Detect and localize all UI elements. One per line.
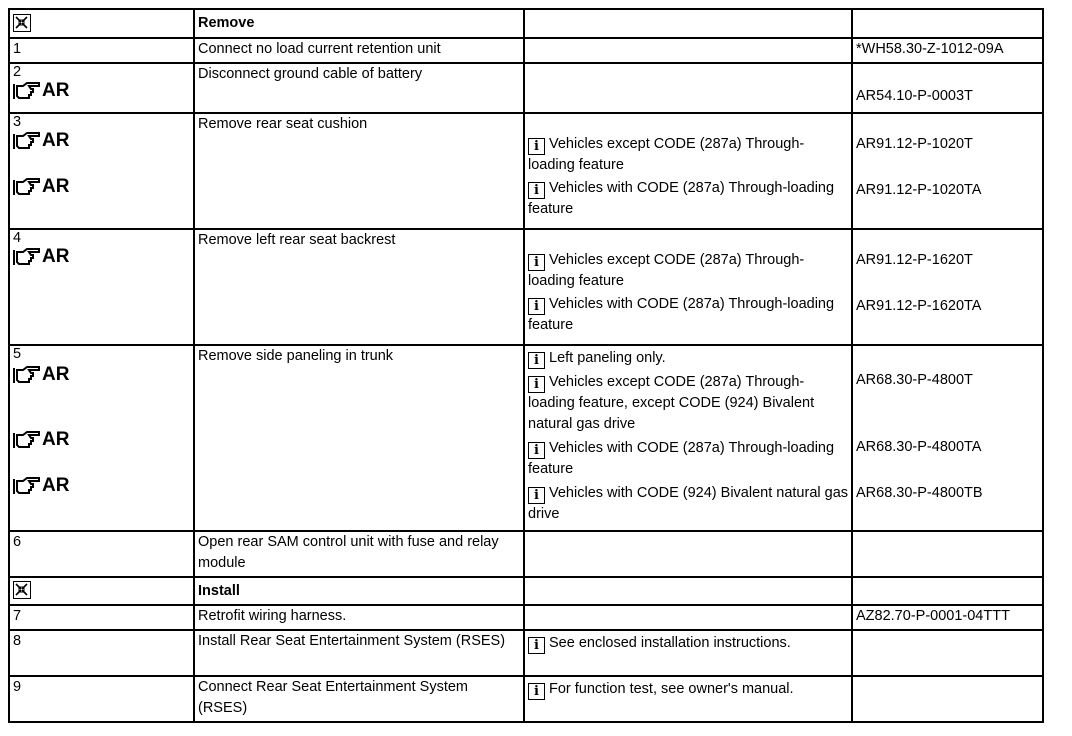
- step-text: Connect no load current retention unit: [194, 38, 524, 63]
- tool-icon-cell: [9, 9, 194, 38]
- section-header-install: [9, 577, 1043, 605]
- step-cell: [9, 63, 194, 113]
- info-icon: i: [528, 487, 545, 504]
- empty-cell: [524, 63, 852, 113]
- table-row: [9, 63, 1043, 113]
- section-title-install: Install: [194, 577, 524, 605]
- info-icon: i: [528, 637, 545, 654]
- ar-link[interactable]: [13, 80, 190, 102]
- ar-label: AR: [42, 80, 70, 101]
- empty-cell: [852, 676, 1043, 722]
- reference-link[interactable]: AR91.12-P-1020T: [856, 136, 973, 152]
- step-number: 1: [9, 38, 194, 63]
- ar-label: AR: [42, 176, 70, 197]
- notes-cell: [524, 676, 852, 722]
- step-text: Install Rear Seat Entertainment System (RSES): [194, 630, 524, 676]
- info-note: [528, 633, 848, 654]
- notes-cell: [524, 113, 852, 229]
- reference-cell: [852, 229, 1043, 345]
- tool-icon-cell: [9, 577, 194, 605]
- procedure-table: [8, 8, 1044, 723]
- step-number: 5: [13, 346, 22, 362]
- step-text: Retrofit wiring harness.: [194, 605, 524, 630]
- reference-link[interactable]: AR91.12-P-1620T: [856, 252, 973, 268]
- step-number: 3: [13, 114, 22, 130]
- reference-link[interactable]: AR91.12-P-1020TA: [856, 182, 982, 198]
- info-icon: i: [528, 182, 545, 199]
- notes-cell: [524, 345, 852, 531]
- reference-cell: [852, 113, 1043, 229]
- note-text: Vehicles with CODE (287a) Through-loading feature: [528, 296, 835, 333]
- empty-cell: [524, 605, 852, 630]
- ar-link[interactable]: [13, 364, 190, 386]
- table-row: [9, 38, 1043, 63]
- empty-cell: [524, 577, 852, 605]
- table-row: [9, 113, 1043, 229]
- ar-label: AR: [42, 364, 70, 385]
- reference-link[interactable]: AR91.12-P-1620TA: [856, 298, 982, 314]
- table-row: [9, 630, 1043, 676]
- section-title-remove: Remove: [194, 9, 524, 38]
- note-text: See enclosed installation instructions.: [549, 635, 791, 651]
- ar-link[interactable]: [13, 429, 190, 451]
- info-icon: i: [528, 376, 545, 393]
- empty-cell: [524, 531, 852, 577]
- pointing-hand-icon: [13, 177, 41, 197]
- ar-link[interactable]: [13, 176, 190, 198]
- pointing-hand-icon: [13, 430, 41, 450]
- step-cell: [9, 345, 194, 531]
- step-number: 8: [9, 630, 194, 676]
- ar-label: AR: [42, 246, 70, 267]
- info-icon: i: [528, 138, 545, 155]
- note-text: Vehicles with CODE (287a) Through-loading feature: [528, 180, 835, 217]
- step-text: Remove side paneling in trunk: [194, 345, 524, 531]
- step-number: 7: [9, 605, 194, 630]
- section-header-remove: [9, 9, 1043, 38]
- info-note: [528, 348, 848, 369]
- empty-cell: [524, 38, 852, 63]
- info-note: [528, 294, 848, 336]
- pointing-hand-icon: [13, 247, 41, 267]
- pointing-hand-icon: [13, 476, 41, 496]
- ar-label: AR: [42, 429, 70, 450]
- note-text: Vehicles except CODE (287a) Through-loading feature: [528, 252, 805, 289]
- ar-link[interactable]: [13, 475, 190, 497]
- step-text: Open rear SAM control unit with fuse and relay module: [194, 531, 524, 577]
- table-row: [9, 605, 1043, 630]
- step-number: 2: [13, 64, 22, 80]
- info-note: [528, 438, 848, 480]
- pointing-hand-icon: [13, 81, 41, 101]
- reference-cell: [852, 63, 1043, 113]
- table-row: [9, 229, 1043, 345]
- pointing-hand-icon: [13, 131, 41, 151]
- info-icon: i: [528, 352, 545, 369]
- empty-cell: [852, 9, 1043, 38]
- step-cell: [9, 113, 194, 229]
- note-text: Left paneling only.: [549, 350, 666, 366]
- empty-cell: [524, 9, 852, 38]
- ar-label: AR: [42, 130, 70, 151]
- info-icon: i: [528, 254, 545, 271]
- step-text: Disconnect ground cable of battery: [194, 63, 524, 113]
- reference-link[interactable]: *WH58.30-Z-1012-09A: [852, 38, 1043, 63]
- tool-icon: [13, 14, 31, 32]
- reference-link[interactable]: AR68.30-P-4800TB: [856, 485, 983, 501]
- step-number: 6: [9, 531, 194, 577]
- ar-link[interactable]: [13, 130, 190, 152]
- step-text: Remove left rear seat backrest: [194, 229, 524, 345]
- pointing-hand-icon: [13, 365, 41, 385]
- reference-link[interactable]: AR54.10-P-0003T: [856, 88, 973, 104]
- info-note: [528, 178, 848, 220]
- empty-cell: [852, 630, 1043, 676]
- info-note: [528, 483, 848, 525]
- empty-cell: [852, 577, 1043, 605]
- reference-link[interactable]: AZ82.70-P-0001-04TTT: [852, 605, 1043, 630]
- info-icon: i: [528, 442, 545, 459]
- info-note: [528, 679, 848, 700]
- note-text: For function test, see owner's manual.: [549, 681, 794, 697]
- empty-cell: [852, 531, 1043, 577]
- note-text: Vehicles except CODE (287a) Through-loading feature: [528, 136, 805, 173]
- step-number: 4: [13, 230, 22, 246]
- table-row: [9, 345, 1043, 531]
- table-row: [9, 676, 1043, 722]
- info-icon: i: [528, 298, 545, 315]
- step-text: Connect Rear Seat Entertainment System (RSES): [194, 676, 524, 722]
- notes-cell: [524, 630, 852, 676]
- info-note: [528, 134, 848, 176]
- step-text: Remove rear seat cushion: [194, 113, 524, 229]
- note-text: Vehicles with CODE (287a) Through-loading feature: [528, 440, 835, 477]
- ar-label: AR: [42, 475, 70, 496]
- table-row: [9, 531, 1043, 577]
- info-note: [528, 250, 848, 292]
- note-text: Vehicles with CODE (924) Bivalent natural gas drive: [528, 485, 849, 522]
- procedure-document: [8, 8, 1044, 723]
- step-number: 9: [9, 676, 194, 722]
- notes-cell: [524, 229, 852, 345]
- reference-link[interactable]: AR68.30-P-4800TA: [856, 439, 982, 455]
- info-icon: i: [528, 683, 545, 700]
- reference-cell: [852, 345, 1043, 531]
- step-cell: [9, 229, 194, 345]
- note-text: Vehicles except CODE (287a) Through-loading feature, except CODE (924) Bivalent natural gas drive: [528, 374, 815, 432]
- tool-icon: [13, 581, 31, 599]
- info-note: [528, 372, 848, 435]
- ar-link[interactable]: [13, 246, 190, 268]
- reference-link[interactable]: AR68.30-P-4800T: [856, 372, 973, 388]
